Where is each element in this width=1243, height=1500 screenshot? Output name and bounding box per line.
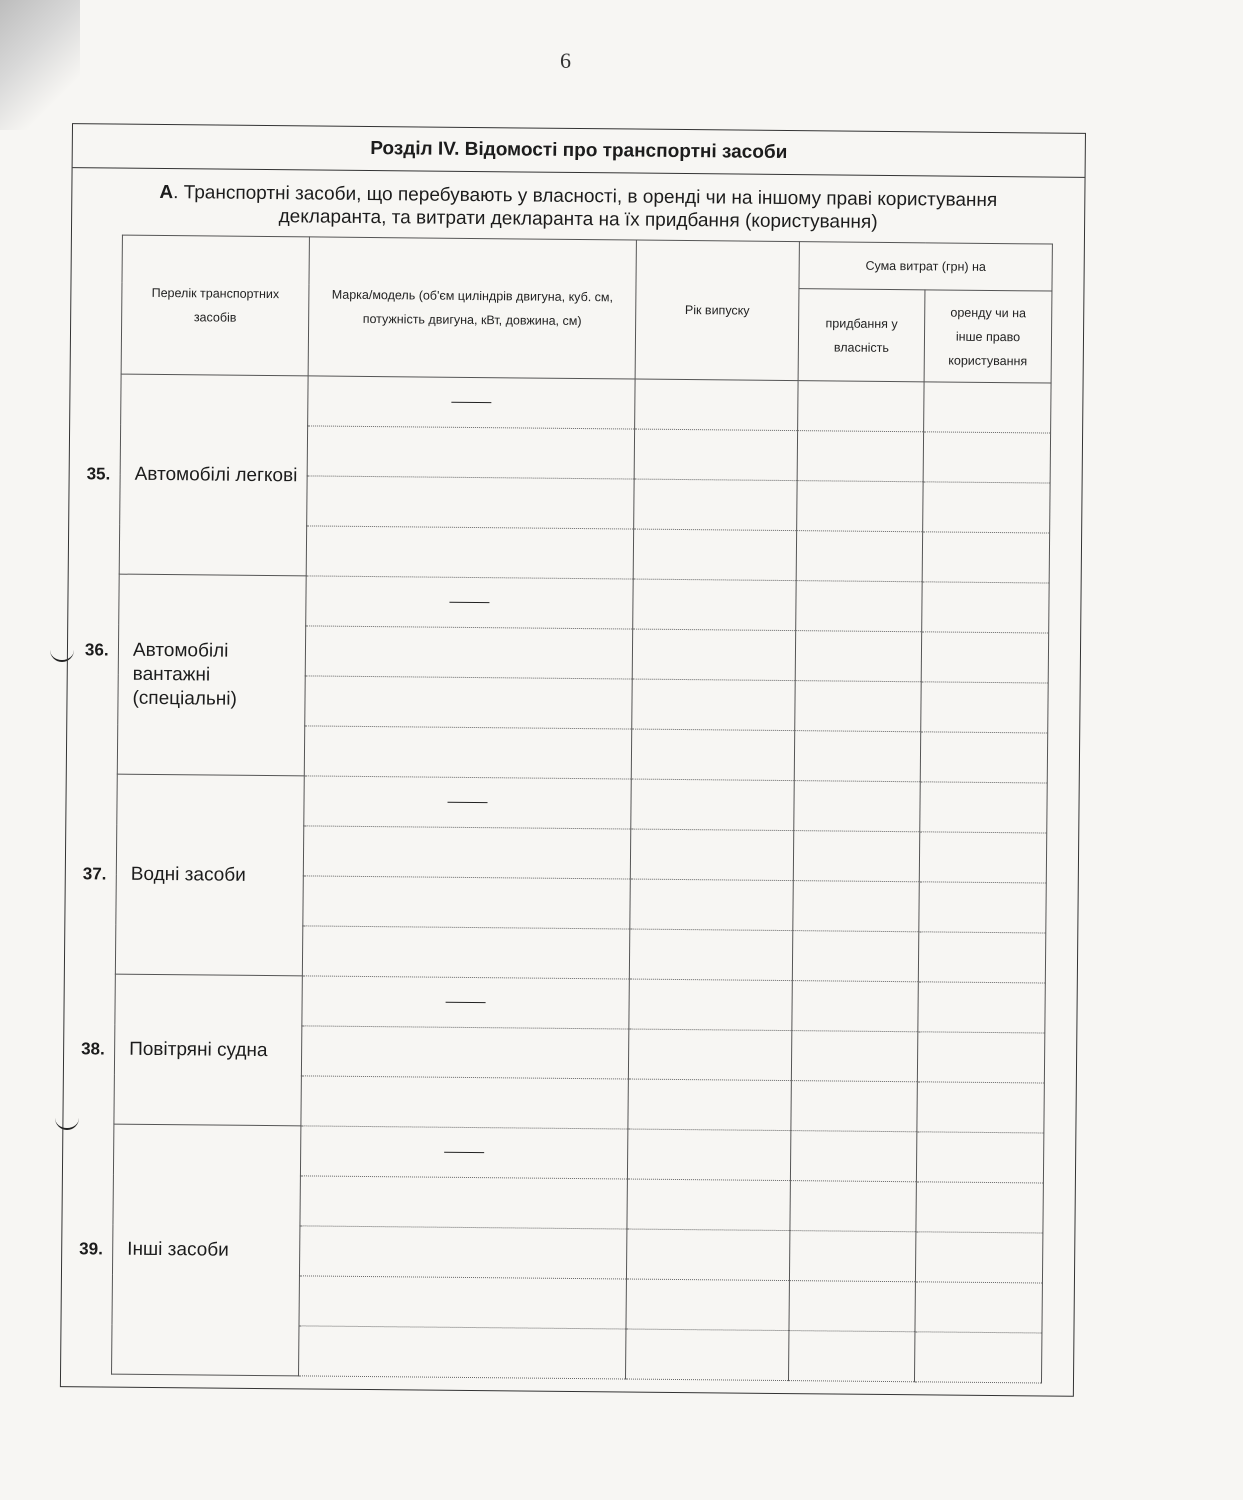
year-cell[interactable] <box>627 1179 790 1231</box>
year-cell[interactable] <box>628 1079 791 1131</box>
category-number: 35. <box>86 463 111 484</box>
rent-cell[interactable] <box>922 582 1049 633</box>
model-cell[interactable] <box>299 1326 626 1379</box>
purchase-cell[interactable] <box>796 531 922 582</box>
year-cell[interactable] <box>630 829 793 881</box>
year-cell[interactable] <box>633 529 796 581</box>
model-cell[interactable] <box>308 376 635 429</box>
purchase-cell[interactable] <box>796 581 922 632</box>
model-cell[interactable] <box>301 1026 628 1079</box>
year-cell[interactable] <box>631 729 794 781</box>
year-cell[interactable] <box>634 429 797 481</box>
purchase-cell[interactable] <box>789 1281 915 1332</box>
rent-cell[interactable] <box>923 432 1050 483</box>
model-cell[interactable] <box>306 526 633 579</box>
category-cell <box>79 1124 301 1376</box>
rent-cell[interactable] <box>919 832 1046 883</box>
purchase-cell[interactable] <box>791 1081 917 1132</box>
rent-cell[interactable] <box>920 782 1047 833</box>
category-cell <box>84 574 306 776</box>
category-number: 36. <box>84 639 109 660</box>
purchase-cell[interactable] <box>793 881 919 932</box>
section-title: Розділ IV. Відомості про транспортні засоби <box>73 124 1085 178</box>
rent-cell[interactable] <box>915 1232 1042 1283</box>
purchase-cell[interactable] <box>795 631 921 682</box>
header-list: Перелік транспортних засобів <box>121 235 309 376</box>
subtitle-line1: . Транспортні засоби, що перебувають у власності, в оренді чи на іншому праві користування <box>173 182 998 212</box>
model-cell[interactable] <box>306 576 633 629</box>
year-cell[interactable] <box>630 879 793 931</box>
year-cell[interactable] <box>635 379 798 431</box>
header-purchase: придбання у власність <box>798 289 925 382</box>
model-cell[interactable] <box>300 1176 627 1229</box>
purchase-cell[interactable] <box>792 931 918 982</box>
rent-cell[interactable] <box>919 882 1046 933</box>
rent-cell[interactable] <box>918 932 1045 983</box>
year-cell[interactable] <box>634 479 797 531</box>
year-cell[interactable] <box>629 929 792 981</box>
model-cell[interactable] <box>304 776 631 829</box>
rent-cell[interactable] <box>924 382 1051 433</box>
rent-cell[interactable] <box>921 632 1048 683</box>
model-cell[interactable] <box>303 876 630 929</box>
header-year: Рік випуску <box>635 240 799 381</box>
year-cell[interactable] <box>626 1229 789 1281</box>
model-cell[interactable] <box>300 1126 627 1179</box>
purchase-cell[interactable] <box>794 731 920 782</box>
model-cell[interactable] <box>302 926 629 979</box>
rent-cell[interactable] <box>922 532 1049 583</box>
header-rent: оренду чи на інше право користування <box>924 290 1052 383</box>
model-cell[interactable] <box>307 476 634 529</box>
category-label: Автомобілі вантажні (спеціальні) <box>132 639 237 710</box>
page-number: 6 <box>560 48 571 73</box>
model-cell[interactable] <box>305 676 632 729</box>
rent-cell[interactable] <box>916 1182 1043 1233</box>
rent-cell[interactable] <box>915 1282 1042 1333</box>
subtitle-line2: декларанта, та витрати декларанта на їх придбання (користування) <box>278 206 878 233</box>
year-cell[interactable] <box>632 679 795 731</box>
rent-cell[interactable] <box>914 1332 1041 1383</box>
header-expenses: Сума витрат (грн) на <box>799 242 1052 291</box>
model-cell[interactable] <box>305 626 632 679</box>
category-label: Повітряні судна <box>129 1038 268 1061</box>
category-cell <box>86 374 308 576</box>
model-cell[interactable] <box>304 726 631 779</box>
purchase-cell[interactable] <box>793 831 919 882</box>
category-label: Водні засоби <box>130 863 246 886</box>
purchase-cell[interactable] <box>789 1231 915 1282</box>
model-cell[interactable] <box>302 976 629 1029</box>
table-body <box>79 374 1052 1383</box>
purchase-cell[interactable] <box>797 481 923 532</box>
category-label: Інші засоби <box>127 1238 229 1261</box>
section-subtitle <box>92 180 1064 243</box>
subtitle-letter: А <box>159 181 174 204</box>
purchase-cell[interactable] <box>791 1031 917 1082</box>
purchase-cell[interactable] <box>795 681 921 732</box>
rent-cell[interactable] <box>916 1132 1043 1183</box>
purchase-cell[interactable] <box>790 1131 916 1182</box>
rent-cell[interactable] <box>918 982 1045 1033</box>
purchase-cell[interactable] <box>792 981 918 1032</box>
purchase-cell[interactable] <box>788 1331 914 1382</box>
year-cell[interactable] <box>633 579 796 631</box>
header-model: Марка/модель (об'єм циліндрів двигуна, куб. см, потужність двигуна, кВт, довжина, см) <box>308 237 636 379</box>
year-cell[interactable] <box>631 779 794 831</box>
year-cell[interactable] <box>629 979 792 1031</box>
rent-cell[interactable] <box>923 482 1050 533</box>
transport-form <box>60 123 1086 1397</box>
model-cell[interactable] <box>301 1076 628 1129</box>
year-cell[interactable] <box>632 629 795 681</box>
year-cell[interactable] <box>628 1029 791 1081</box>
category-number: 38. <box>81 1038 105 1058</box>
category-number: 37. <box>82 863 107 883</box>
purchase-cell[interactable] <box>798 381 924 432</box>
rent-cell[interactable] <box>921 682 1048 733</box>
rent-cell[interactable] <box>920 732 1047 783</box>
vehicles-table <box>79 235 1053 1384</box>
purchase-cell[interactable] <box>794 781 920 832</box>
model-cell[interactable] <box>299 1276 626 1329</box>
model-cell[interactable] <box>299 1226 626 1279</box>
page-fold-shadow <box>0 0 80 130</box>
category-cell <box>82 774 304 976</box>
year-cell[interactable] <box>627 1129 790 1181</box>
rent-cell[interactable] <box>917 1082 1044 1133</box>
model-cell[interactable] <box>303 826 630 879</box>
purchase-cell[interactable] <box>790 1181 916 1232</box>
model-cell[interactable] <box>307 426 634 479</box>
rent-cell[interactable] <box>917 1032 1044 1083</box>
purchase-cell[interactable] <box>797 431 923 482</box>
year-cell[interactable] <box>626 1279 789 1331</box>
category-label: Автомобілі легкові <box>134 463 298 486</box>
year-cell[interactable] <box>625 1329 788 1381</box>
category-cell <box>81 974 302 1126</box>
category-number: 39. <box>79 1238 103 1258</box>
